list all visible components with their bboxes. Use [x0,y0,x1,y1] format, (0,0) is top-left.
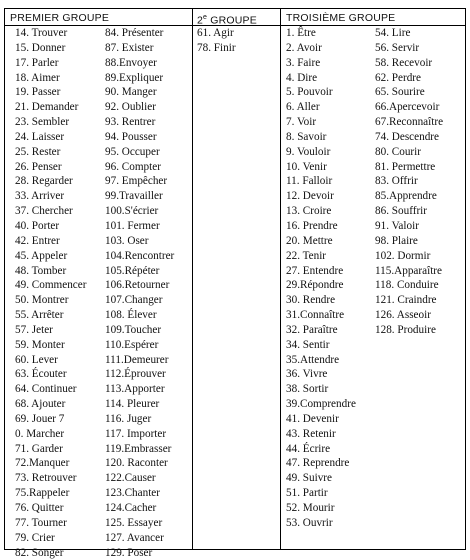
verb-entry: 86. Souffrir [375,205,427,218]
verb-entry: 3. Faire [286,56,321,69]
verb-entry: 106.Retourner [105,279,170,292]
verb-entry: 93. Rentrer [105,116,156,129]
verb-entry: 34. Sentir [286,338,330,351]
verb-entry: 90. Manger [105,86,157,99]
verb-entry: 84. Présenter [105,27,164,39]
verb-entry: 25. Rester [15,145,61,158]
verb-entry: 66.Apercevoir [375,101,440,114]
troisieme-groupe-column-1 [286,26,356,531]
verb-entry: 64. Continuer [15,383,77,396]
verb-entry: 29.Répondre [286,279,344,292]
verb-entry: 78. Finir [197,41,236,54]
verb-entry: 51. Partir [286,487,328,500]
verb-entry: 12. Devoir [286,190,334,203]
verb-entry: 5. Pouvoir [286,86,333,99]
verb-entry: 115.Apparaître [375,264,442,277]
verb-entry: 123.Chanter [105,487,160,500]
verb-entry: 60. Lever [15,353,58,366]
header-deuxieme-groupe: 2e GROUPE [197,14,257,27]
verb-entry: 72.Manquer [15,457,70,470]
verb-entry: 6. Aller [286,101,320,114]
verb-entry: 26. Penser [15,160,62,173]
verb-entry: 0. Marcher [15,427,65,440]
verb-entry: 33. Arriver [15,190,65,203]
header-troisieme-groupe: TROISIÈME GROUPE [286,12,396,24]
verb-entry: 107.Changer [105,294,163,307]
verb-entry: 112.Éprouver [105,368,166,381]
verb-entry: 118. Conduire [375,279,439,292]
verb-entry: 97. Empêcher [105,175,168,188]
verb-entry: 81. Permettre [375,160,436,173]
verb-entry: 53. Ouvrir [286,516,333,529]
verb-entry: 45. Appeler [15,249,68,262]
verb-entry: 50. Montrer [15,294,69,307]
verb-entry: 87. Exister [105,41,154,54]
verb-entry: 113.Apporter [105,383,165,396]
verb-entry: 104.Rencontrer [105,249,175,262]
divider-groupe-2-3 [280,9,281,549]
verb-entry: 71. Garder [15,442,63,455]
verb-entry: 20. Mettre [286,234,333,247]
verb-entry: 116. Juger [105,412,152,425]
verb-entry: 94. Pousser [105,130,157,143]
verb-entry: 43. Retenir [286,427,336,440]
verb-entry: 103. Oser [105,234,149,247]
verb-entry: 95. Occuper [105,145,160,158]
verb-entry: 83. Offrir [375,175,418,188]
verb-entry: 102. Dormir [375,249,431,262]
verb-entry: 92. Oublier [105,101,156,114]
verb-entry: 55. Arrêter [15,309,64,322]
verb-entry: 17. Parler [15,56,59,69]
verb-entry: 124.Cacher [105,502,157,514]
verb-entry: 41. Devenir [286,412,339,425]
premier-groupe-column-1 [15,26,86,560]
verb-entry: 22. Tenir [286,249,327,262]
verb-entry: 49. Suivre [286,472,332,485]
verb-entry: 32. Paraître [286,323,338,336]
verb-entry: 63. Écouter [15,368,67,381]
verb-entry: 4. Dire [286,71,318,84]
verb-entry: 58. Recevoir [375,56,433,69]
verb-entry: 111.Demeurer [105,353,169,366]
verb-entry: 21. Demander [15,101,79,114]
verb-entry: 16. Prendre [286,219,338,232]
verb-entry: 40. Porter [15,219,60,232]
verb-entry: 114. Pleurer [105,398,160,411]
verb-entry: 59. Monter [15,338,65,351]
verb-entry: 2. Avoir [286,41,322,54]
verb-entry: 57. Jeter [15,323,53,336]
verb-entry: 24. Laisser [15,130,65,143]
verb-entry: 37. Chercher [15,205,73,218]
verb-entry: 98. Plaire [375,234,418,247]
verb-entry: 79. Crier [15,531,55,544]
verb-entry: 30. Rendre [286,294,336,307]
verb-entry: 80. Courir [375,145,421,158]
verb-entry: 42. Entrer [15,234,60,247]
divider-groupe-1-2 [192,9,193,549]
verb-entry: 9. Vouloir [286,145,331,158]
verb-entry: 105.Répéter [105,264,160,277]
verb-entry: 47. Reprendre [286,457,350,470]
verb-entry: 88.Envoyer [105,56,157,69]
verb-entry: 38. Sortir [286,383,329,396]
verb-entry: 91. Valoir [375,219,419,232]
verb-entry: 99.Travailler [105,190,163,203]
verb-entry: 62. Perdre [375,71,421,84]
verb-entry: 69. Jouer 7 [15,412,65,425]
verb-entry: 7. Voir [286,116,317,129]
verb-entry: 117. Importer [105,427,167,440]
verb-entry: 35.Attendre [286,353,340,366]
verb-entry: 39.Comprendre [286,398,356,411]
verb-entry: 129. Poser [105,546,153,559]
header-premier-groupe: PREMIER GROUPE [10,12,110,24]
verb-entry: 109.Toucher [105,323,162,336]
verb-entry: 27. Entendre [286,264,344,277]
verb-entry: 10. Venir [286,160,327,173]
verb-entry: 119.Embrasser [105,442,172,455]
verb-entry: 67.Reconnaître [375,116,444,129]
verb-entry: 49. Commencer [15,279,87,292]
verb-entry: 127. Avancer [105,531,164,544]
verb-entry: 61. Agir [197,27,234,39]
verb-entry: 75.Rappeler [15,487,70,500]
verb-entry: 36. Vivre [286,368,328,381]
verb-entry: 121. Craindre [375,294,437,307]
verb-entry: 1. Être [286,27,316,39]
verb-entry: 14. Trouver [15,27,68,39]
verb-entry: 110.Espérer [105,338,159,351]
verb-entry: 19. Passer [15,86,61,99]
verb-entry: 96. Compter [105,160,161,173]
premier-groupe-column-2 [105,26,174,560]
verb-entry: 122.Causer [105,472,156,485]
verb-entry: 85.Apprendre [375,190,437,203]
verb-entry: 128. Produire [375,323,436,336]
verb-entry: 15. Donner [15,41,66,54]
verb-entry: 18. Aimer [15,71,60,84]
verb-entry: 56. Servir [375,41,420,54]
verb-entry: 8. Savoir [286,130,327,143]
verb-entry: 120. Raconter [105,457,168,470]
verb-entry: 13. Croire [286,205,332,218]
verb-entry: 100.S'écrier [105,205,159,218]
verb-entry: 68. Ajouter [15,398,66,411]
verb-groups-table [4,8,466,559]
verb-entry: 77. Tourner [15,516,67,529]
verb-entry: 73. Retrouver [15,472,77,485]
verb-entry: 54. Lire [375,27,411,39]
verb-entry: 125. Essayer [105,516,163,529]
verb-entry: 28. Regarder [15,175,73,188]
verb-entry: 82. Songer [15,546,64,559]
verb-entry: 89.Expliquer [105,71,164,84]
verb-entry: 48. Tomber [15,264,67,277]
deuxieme-groupe-column [197,26,236,56]
verb-entry: 65. Sourire [375,86,425,99]
verb-entry: 23. Sembler [15,116,70,129]
verb-entry: 11. Falloir [286,175,333,188]
verb-entry: 44. Écrire [286,442,331,455]
verb-entry: 76. Quitter [15,502,64,514]
verb-entry: 31.Connaître [286,309,345,322]
verb-entry: 108. Élever [105,309,157,322]
verb-entry: 126. Asseoir [375,309,431,322]
troisieme-groupe-column-2 [375,26,443,338]
verb-entry: 101. Fermer [105,219,160,232]
verb-entry: 52. Mourir [286,502,335,514]
verb-entry: 74. Descendre [375,130,439,143]
